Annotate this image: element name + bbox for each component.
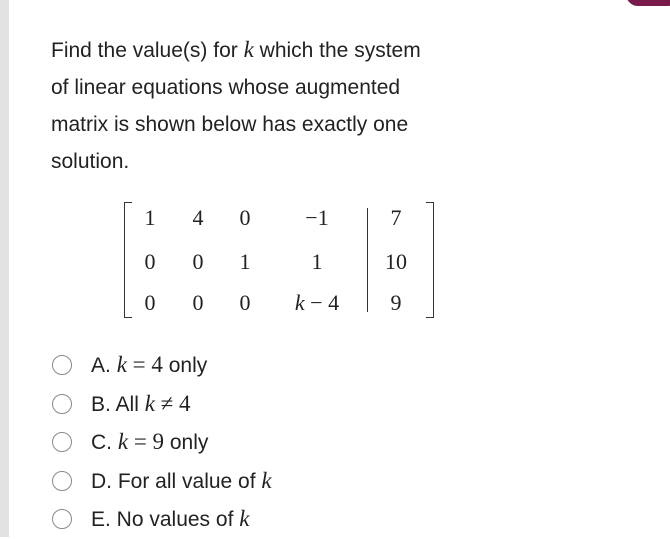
- matrix-k-rest: − 4: [304, 290, 340, 315]
- matrix-cell: −1: [305, 205, 329, 230]
- matrix-cell: 0: [144, 290, 156, 315]
- option-c[interactable]: [52, 423, 272, 462]
- variable-k: k: [243, 37, 254, 62]
- matrix-cell: 0: [192, 290, 204, 315]
- option-text: only: [162, 354, 208, 378]
- option-math: [118, 429, 164, 454]
- option-a[interactable]: [52, 346, 272, 385]
- matrix-cell-k-minus-4: [277, 290, 357, 316]
- option-prefix: For all value of: [112, 469, 262, 493]
- option-label: [91, 468, 272, 494]
- question-line-3: matrix is shown below has exactly one: [51, 113, 409, 136]
- radio-button[interactable]: [52, 355, 72, 375]
- option-math-rest: = 9: [128, 429, 165, 455]
- matrix-cell: 4: [192, 205, 204, 230]
- option-label: [91, 352, 207, 378]
- radio-button[interactable]: [52, 509, 72, 529]
- option-var: k: [116, 352, 127, 378]
- option-label: [91, 506, 249, 532]
- option-letter: D.: [91, 469, 112, 493]
- option-prefix: No values of: [110, 508, 240, 532]
- matrix-cell: 7: [390, 205, 402, 230]
- option-math-rest: ≠ 4: [154, 390, 191, 416]
- option-e[interactable]: [52, 500, 272, 539]
- question-line-1-end: which the system: [253, 39, 421, 62]
- option-math: [239, 506, 249, 531]
- option-math: [145, 391, 191, 416]
- matrix-cell: 1: [311, 249, 323, 274]
- option-letter: C.: [91, 431, 112, 455]
- matrix-right-bracket: [426, 202, 434, 318]
- question-line-1: [51, 31, 521, 69]
- option-math: [261, 468, 271, 493]
- left-rule: [0, 0, 9, 537]
- question-line-1-start: Find the value(s) for: [51, 39, 244, 62]
- matrix-cell: 0: [239, 205, 251, 230]
- question-line-4: solution.: [51, 150, 130, 173]
- augmented-matrix: [124, 200, 434, 318]
- corner-badge: [626, 0, 670, 6]
- option-text: only: [164, 431, 209, 455]
- option-prefix: All: [110, 392, 145, 416]
- matrix-cell: 1: [144, 205, 156, 230]
- matrix-cell: 0: [239, 290, 251, 315]
- option-letter: A.: [91, 354, 111, 378]
- matrix-cell: 0: [144, 249, 156, 274]
- option-var: k: [239, 506, 250, 532]
- matrix-k-var: k: [294, 290, 305, 315]
- option-var: k: [261, 467, 272, 493]
- option-math: [117, 352, 163, 377]
- option-math-rest: = 4: [126, 352, 163, 378]
- answer-options: [52, 346, 272, 539]
- question-text: [51, 31, 521, 180]
- matrix-cell: 9: [390, 290, 402, 315]
- option-var: k: [144, 390, 155, 416]
- radio-button[interactable]: [52, 471, 72, 491]
- question-line-2: of linear equations whose augmented: [51, 76, 401, 99]
- option-d[interactable]: [52, 462, 272, 501]
- option-label: [91, 429, 208, 455]
- option-var: k: [117, 429, 129, 455]
- option-letter: B.: [91, 392, 111, 416]
- matrix-cell: 10: [385, 249, 407, 274]
- augment-divider: [367, 208, 368, 312]
- radio-button[interactable]: [52, 432, 72, 452]
- matrix-cell: 1: [239, 249, 251, 274]
- option-b[interactable]: [52, 385, 272, 424]
- matrix-cell: 0: [192, 249, 204, 274]
- option-letter: E.: [91, 508, 111, 532]
- radio-button[interactable]: [52, 394, 72, 414]
- option-label: [91, 391, 191, 417]
